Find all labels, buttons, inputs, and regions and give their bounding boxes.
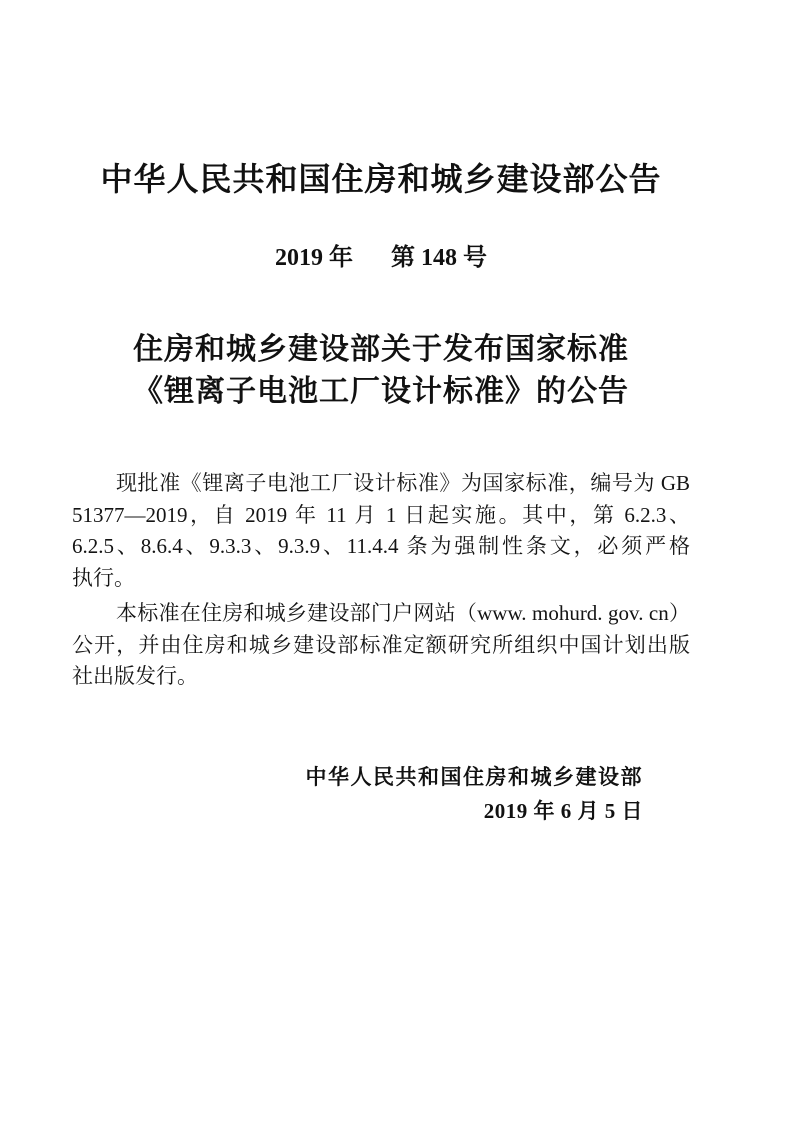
issue-year: 2019 年	[275, 245, 353, 271]
issue-number-line	[72, 237, 690, 272]
signature-block	[72, 760, 690, 828]
body-paragraph-1-line-3: 6.2.5、8.6.4、9.3.3、9.3.9、11.4.4 条为强制性条文，必须严格	[72, 534, 690, 558]
body-paragraph-2-line-1: 本标准在住房和城乡建设部门户网站（www. mohurd. gov. cn）	[116, 601, 690, 625]
subtitle-line-1: 住房和城乡建设部关于发布国家标准	[133, 333, 629, 366]
body-paragraph-2-line-3: 社出版发行。	[72, 664, 198, 688]
document-content	[72, 0, 690, 1123]
signature-department: 中华人民共和国住房和城乡建设部	[305, 765, 643, 789]
subtitle-line-2: 《锂离子电池工厂设计标准》的公告	[133, 375, 629, 408]
page-title: 中华人民共和国住房和城乡建设部公告	[100, 161, 662, 197]
body-paragraph-2-line-2: 公开，并由住房和城乡建设部标准定额研究所组织中国计划出版	[72, 632, 690, 657]
body-paragraph-1-line-1: 现批准《锂离子电池工厂设计标准》为国家标准，编号为 GB	[116, 471, 690, 495]
announcement-body	[72, 468, 690, 693]
body-paragraph-1-line-4: 执行。	[72, 565, 135, 590]
signature-date: 2019 年 6 月 5 日	[483, 799, 643, 823]
announcement-subtitle	[72, 329, 690, 413]
body-paragraph-1-line-2: 51377—2019，自 2019 年 11 月 1 日起实施。其中，第 6.2.3、	[72, 502, 690, 527]
issue-number: 第 148 号	[391, 245, 487, 271]
